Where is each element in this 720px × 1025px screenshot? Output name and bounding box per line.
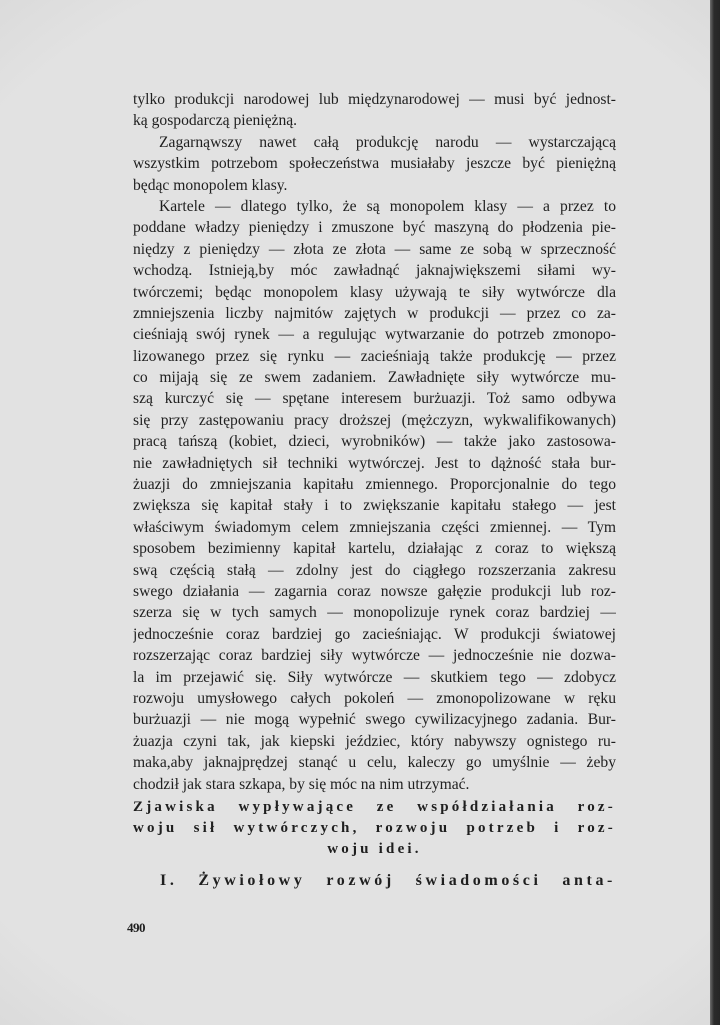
text-line: cieśniają swój rynek — a regulując wytwarzanie do potrzeb zmonopo- — [133, 326, 616, 344]
section-heading — [133, 797, 616, 860]
heading-line: woju sił wytwórczych, rozwoju potrzeb i roz- — [133, 820, 616, 836]
text-line: zwiększa się kapitał stały i to zwiększanie kapitału stałego — jest — [133, 497, 616, 515]
text-line: poddane władzy pieniędzy i zmuszone być maszyną do płodzenia pie- — [133, 219, 616, 237]
text-line: swą częścią stałą — zdolny jest do ciągłego rozszerzania zakresu — [133, 561, 616, 579]
text-line: Kartele — dlatego tylko, że są monopolem klasy — a przez to — [159, 197, 616, 215]
text-line: nie zawładniętych sił techniki wytwórczej. Jest to dążność stała bur- — [133, 454, 616, 472]
text-line: zmniejszenia liczby najmitów zajętych w produkcji — przez co za- — [133, 304, 616, 322]
text-line: burżuazji — nie mogą wypełnić swego cywilizacyjnego zadania. Bur- — [133, 711, 616, 729]
text-line: szą kurczyć się — spętane interesem burżuazji. Toż samo odbywa — [133, 390, 616, 408]
text-line: pracą tańszą (kobiet, dzieci, wyrobników) — także jako zastosowa- — [133, 433, 616, 451]
text-line: twórczemi; będąc monopolem klasy używają te siły wytwórcze dla — [133, 283, 616, 301]
text-line: szerza się w tych samych — monopolizuje rynek coraz bardziej — — [133, 604, 616, 622]
page-number: 490 — [127, 920, 145, 935]
text-line: swego działania — zagarnia coraz nowsze gałęzie produkcji lub roz- — [133, 582, 616, 600]
heading-line: woju idei. — [327, 841, 422, 857]
text-line: Zagarnąwszy nawet całą produkcję narodu — wystarczającą — [159, 133, 616, 151]
text-line: niędzy z pieniędzy — złota ze złota — same ze sobą w sprzeczność — [133, 240, 616, 258]
body-text — [133, 89, 616, 795]
text-line: wszystkim potrzebom społeczeństwa musiałaby jeszcze być pieniężną — [133, 155, 616, 173]
text-line: rozwoju umysłowego całych pokoleń — zmonopolizowane w ręku — [133, 689, 616, 707]
text-line: jednocześnie coraz bardziej go zacieśniając. W produkcji światowej — [133, 625, 616, 643]
text-line: wchodzą. Istnieją,by móc zawładnąć jaknajwiększemi siłami wy- — [133, 262, 616, 280]
text-line: tylko produkcji narodowej lub międzynarodowej — musi być jednost- — [133, 91, 616, 108]
text-line: sposobem bezimienny kapitał kartelu, działając z coraz to większą — [133, 540, 616, 558]
text-line: la im przejawić się. Siły wytwórcze — skutkiem tego — zdobycz — [133, 668, 616, 686]
text-line: się przy zastępowaniu pracy droższej (mężczyzn, wykwalifikowanych) — [133, 411, 616, 429]
text-line: maka,aby jaknajprędzej stanąć u celu, kaleczy go umyślnie — żeby — [133, 754, 616, 772]
text-line: ką gospodarczą pieniężną. — [133, 112, 298, 130]
text-line: żuazja czyni tak, jak kiepski jeździec, który nabywszy ognistego ru- — [133, 732, 616, 750]
text-line: właściwym świadomym celem zmniejszania części zmiennej. — Tym — [133, 518, 616, 536]
heading-line: Zjawiska wypływające ze współdziałania roz- — [133, 799, 616, 815]
book-spine-shadow — [710, 0, 720, 1025]
subsection-heading: I. Żywiołowy rozwój świadomości anta- — [160, 872, 616, 889]
text-line: żuazji do zmniejszania kapitału zmiennego. Proporcjonalnie do tego — [133, 476, 616, 494]
text-line: co mijają się ze swem zadaniem. Zawładnięte siły wytwórcze mu- — [133, 369, 616, 387]
text-line: lizowanego przez się rynku — zacieśniają także produkcję — przez — [133, 347, 616, 365]
text-line: chodził jak stara szkapa, by się móc na nim utrzymać. — [133, 775, 470, 793]
text-line: będąc monopolem klasy. — [133, 176, 288, 194]
text-line: rozszerzając coraz bardziej siły wytwórcze — jednocześnie nie dozwa- — [133, 647, 616, 665]
